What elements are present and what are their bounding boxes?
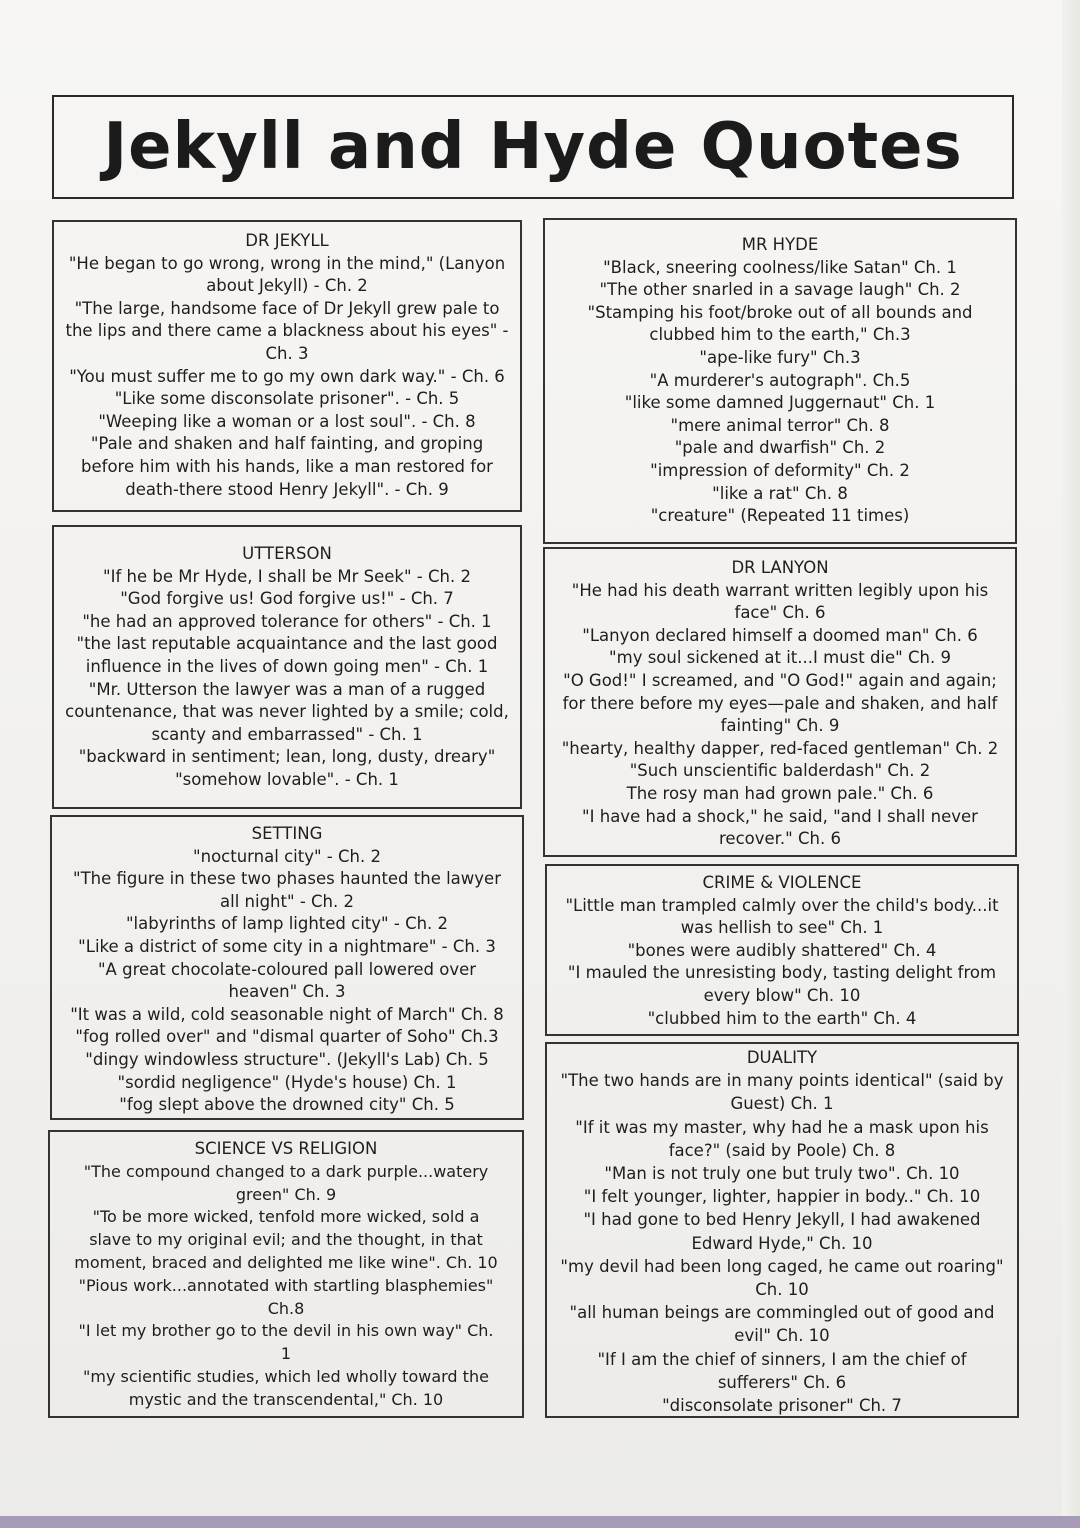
quote-line: "labyrinths of lamp lighted city" - Ch. 2 — [125, 914, 449, 934]
quote-line: "bones were audibly shattered" Ch. 4 — [627, 940, 937, 960]
quote-line: "It was a wild, cold seasonable night of March" Ch. 8 — [70, 1004, 504, 1024]
quote-line: "Pale and shaken and half fainting, and groping — [90, 434, 484, 454]
quote-line: death-there stood Henry Jekyll". - Ch. 9 — [125, 479, 449, 499]
quote-line: "I have had a shock," he said, "and I shall never — [582, 806, 978, 826]
section-heading: SCIENCE VS RELIGION — [194, 1139, 378, 1158]
section-duality — [545, 1042, 1019, 1418]
quote-line: moment, braced and delighted me like wine". Ch. 10 — [74, 1252, 498, 1272]
quote-line: for there before my eyes—pale and shaken, and half — [562, 693, 998, 713]
quote-line: countenance, that was never lighted by a smile; cold, — [65, 702, 509, 722]
quote-line: "Like some disconsolate prisoner". - Ch. 5 — [114, 389, 460, 409]
quote-line: "nocturnal city" - Ch. 2 — [193, 846, 381, 866]
quote-line: "my soul sickened at it...I must die" Ch. 9 — [609, 648, 951, 668]
quote-line: every blow" Ch. 10 — [703, 985, 861, 1005]
quote-line: "God forgive us! God forgive us!" - Ch. 7 — [120, 589, 454, 609]
paper-edge — [1062, 0, 1080, 1528]
quote-line: fainting" Ch. 9 — [720, 716, 840, 736]
page-title: Jekyll and Hyde Quotes — [103, 110, 963, 184]
quote-line: evil" Ch. 10 — [734, 1326, 830, 1346]
quote-line: scanty and embarrassed" - Ch. 1 — [151, 724, 423, 744]
quote-line: "backward in sentiment; lean, long, dusty, dreary" — [78, 747, 496, 767]
quote-line: "The other snarled in a savage laugh" Ch. 2 — [599, 280, 961, 300]
quote-line: "Stamping his foot/broke out of all bounds and — [587, 302, 973, 322]
quote-line: before him with his hands, like a man restored for — [81, 456, 493, 476]
quote-line: Guest) Ch. 1 — [730, 1094, 834, 1114]
quote-line: "I let my brother go to the devil in his own way" Ch. — [78, 1321, 494, 1341]
quote-line: "If it was my master, why had he a mask upon his — [575, 1117, 989, 1137]
quote-line: "all human beings are commingled out of good and — [569, 1303, 995, 1323]
quote-line: "clubbed him to the earth" Ch. 4 — [647, 1008, 917, 1028]
quote-line: "Black, sneering coolness/like Satan" Ch. 1 — [603, 257, 957, 277]
quote-line: "The compound changed to a dark purple...watery — [83, 1161, 489, 1181]
quote-line: "Like a district of some city in a nightmare" - Ch. 3 — [78, 936, 496, 956]
quote-line: the lips and there came a blackness about his eyes" - — [65, 321, 509, 341]
quote-line: "A murderer's autograph". Ch.5 — [649, 370, 911, 390]
quote-line: face" Ch. 6 — [734, 603, 826, 623]
quote-line: was hellish to see" Ch. 1 — [680, 918, 884, 938]
section-heading: DUALITY — [746, 1048, 818, 1067]
quote-line: "disconsolate prisoner" Ch. 7 — [662, 1396, 902, 1416]
section-heading: SETTING — [251, 824, 323, 843]
quote-line: about Jekyll) - Ch. 2 — [206, 276, 368, 296]
quote-line: "somehow lovable". - Ch. 1 — [175, 769, 399, 789]
quote-line: "he had an approved tolerance for others" - Ch. 1 — [82, 611, 492, 631]
section-mr-hyde — [543, 218, 1017, 544]
quote-line: influence in the lives of down going men" - Ch. 1 — [85, 656, 489, 676]
quote-line: "like some damned Juggernaut" Ch. 1 — [624, 393, 936, 413]
quote-line: Ch. 10 — [755, 1280, 809, 1300]
quote-line: "He began to go wrong, wrong in the mind," (Lanyon — [68, 253, 506, 273]
quote-line: "the last reputable acquaintance and the last good — [76, 634, 498, 654]
section-heading: MR HYDE — [741, 235, 819, 254]
quote-line: "He had his death warrant written legibly upon his — [571, 580, 989, 600]
quote-line: "If he be Mr Hyde, I shall be Mr Seek" - Ch. 2 — [103, 566, 471, 586]
quote-line: slave to my original evil; and the thought, in that — [89, 1230, 483, 1250]
quote-line: Ch.8 — [267, 1298, 305, 1318]
section-heading: DR JEKYLL — [245, 231, 329, 250]
quote-line: "Lanyon declared himself a doomed man" Ch. 6 — [582, 625, 978, 645]
quote-line: "hearty, healthy dapper, red-faced gentleman" Ch. 2 — [561, 738, 999, 758]
section-crime-violence — [545, 864, 1019, 1036]
section-dr-lanyon — [543, 547, 1017, 857]
section-utterson — [52, 525, 522, 809]
quote-line: "Pious work...annotated with startling blasphemies" — [78, 1275, 494, 1295]
quote-line: "my devil had been long caged, he came out roaring" — [560, 1256, 1004, 1276]
quote-line: "A great chocolate-coloured pall lowered over — [97, 959, 477, 979]
quote-line: "I mauled the unresisting body, tasting delight from — [567, 963, 997, 983]
quote-line: "You must suffer me to go my own dark way." - Ch. 6 — [69, 366, 505, 386]
quote-line: "O God!" I screamed, and "O God!" again and again; — [563, 670, 997, 690]
quote-line: "impression of deformity" Ch. 2 — [650, 460, 910, 480]
quote-line: "mere animal terror" Ch. 8 — [670, 415, 890, 435]
bottom-strip — [0, 1516, 1080, 1528]
quote-line: "fog rolled over" and "dismal quarter of Soho" Ch.3 — [75, 1027, 499, 1047]
section-heading: UTTERSON — [242, 544, 332, 563]
quote-line: 1 — [280, 1344, 292, 1364]
quote-line: green" Ch. 9 — [235, 1184, 337, 1204]
quote-line: "Mr. Utterson the lawyer was a man of a rugged — [88, 679, 486, 699]
section-heading: CRIME & VIOLENCE — [702, 873, 862, 892]
quote-line: heaven" Ch. 3 — [228, 982, 346, 1002]
quote-line: all night" - Ch. 2 — [220, 891, 354, 911]
quote-line: face?" (said by Poole) Ch. 8 — [668, 1140, 896, 1160]
quote-line: "I felt younger, lighter, happier in body.." Ch. 10 — [583, 1187, 981, 1207]
quote-line: "Such unscientific balderdash" Ch. 2 — [629, 761, 931, 781]
quote-line: "To be more wicked, tenfold more wicked, sold a — [92, 1207, 480, 1227]
quote-line: The rosy man had grown pale." Ch. 6 — [626, 783, 934, 803]
section-setting — [50, 815, 524, 1120]
quote-line: "like a rat" Ch. 8 — [712, 483, 848, 503]
quote-line: Ch. 3 — [265, 343, 309, 363]
quote-line: "The two hands are in many points identical" (said by — [560, 1071, 1004, 1091]
quote-line: "sordid negligence" (Hyde's house) Ch. 1 — [117, 1072, 457, 1092]
section-science-vs-religion — [48, 1130, 524, 1418]
quote-line: clubbed him to the earth," Ch.3 — [649, 325, 911, 345]
quote-line: "creature" (Repeated 11 times) — [650, 506, 910, 526]
quote-line: "The large, handsome face of Dr Jekyll grew pale to — [74, 298, 500, 318]
quote-line: "Little man trampled calmly over the child's body...it — [565, 895, 999, 915]
quote-line: "Man is not truly one but truly two". Ch. 10 — [604, 1164, 960, 1184]
quote-line: sufferers" Ch. 6 — [717, 1372, 847, 1392]
quote-line: "I had gone to bed Henry Jekyll, I had awakened — [583, 1210, 981, 1230]
quote-line: "ape-like fury" Ch.3 — [699, 347, 861, 367]
section-dr-jekyll — [52, 220, 522, 512]
quote-line: "If I am the chief of sinners, I am the chief of — [597, 1349, 967, 1369]
quote-line: "my scientific studies, which led wholly toward the — [83, 1366, 489, 1386]
quote-line: recover." Ch. 6 — [719, 829, 841, 849]
quote-line: mystic and the transcendental," Ch. 10 — [128, 1389, 444, 1409]
quote-line: "dingy windowless structure". (Jekyll's Lab) Ch. 5 — [85, 1049, 489, 1069]
quote-line: "fog slept above the drowned city" Ch. 5 — [119, 1095, 455, 1115]
quote-line: Edward Hyde," Ch. 10 — [691, 1233, 873, 1253]
quote-line: "Weeping like a woman or a lost soul". - Ch. 8 — [98, 411, 476, 431]
section-heading: DR LANYON — [731, 558, 829, 577]
quote-line: "The figure in these two phases haunted the lawyer — [73, 869, 501, 889]
quote-line: "pale and dwarfish" Ch. 2 — [674, 438, 886, 458]
title-box — [52, 95, 1014, 199]
